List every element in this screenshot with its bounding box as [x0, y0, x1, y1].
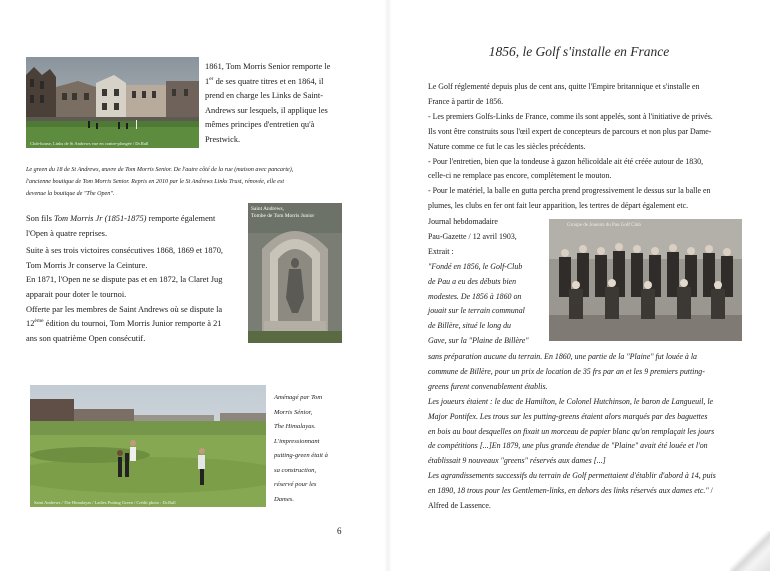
quote-line: en bois au bout desquelles on fixait un morceau de papier blanc qu'on remplaçait les jours: [428, 426, 715, 436]
himalayas-illustration: [30, 385, 266, 507]
quote-line: Major Pontifex. Les trous sur les putting-greens étaient alors marqués par des baguettes: [428, 411, 708, 421]
intro-paragraph: [428, 80, 748, 214]
caption-line: devenue la boutique de "The Open".: [26, 190, 115, 197]
caption-line: l'ancienne boutique de Tom Morris Senior. Repris en 2010 par le St Andrews Links Trust, rénovée, elle est: [26, 178, 285, 185]
caption-line: réservé pour les: [274, 481, 317, 488]
text-line: Journal hebdomadaire: [428, 217, 498, 226]
text-line: - Pour l'entretien, bien que la tondeuse à gazon hélicoïdale ait été créée autour de 1830,: [428, 156, 704, 166]
page-gutter: [384, 0, 392, 571]
quote-line: Gave, sur la "Plaine de Billère": [428, 336, 529, 346]
caption-line: Saint Andrews,: [251, 206, 284, 212]
tom-morris-junior-text: [26, 212, 242, 346]
page-title: 1856, le Golf s'installe en France: [488, 44, 670, 59]
text-line: Offerte par les membres de Saint Andrews où se dispute la: [26, 304, 223, 314]
text-line: - Pour le matériel, la balle en gutta percha prend progressivement le dessus sur la balle en: [428, 186, 711, 196]
text-line: En 1871, l'Open ne se dispute pas et en 1872, la Claret Jug: [26, 275, 223, 285]
quote-line: de compétitions [...]En 1879, une plus grande étendue de "Plaine" avait été louée et l'on: [428, 441, 708, 451]
tom-morris-senior-text: [205, 60, 345, 148]
clubhouse-photo: [26, 57, 199, 148]
text-line: l'Open à quatre reprises.: [26, 228, 108, 238]
journal-excerpt: [428, 215, 546, 349]
text-line: [205, 75, 345, 90]
text-line: apparait pour doter le tournoi.: [26, 289, 127, 299]
quote-line: de Pau a eu des débuts bien: [428, 276, 517, 286]
text-fragment: de ses quatre titres et en 1864, il: [213, 76, 324, 86]
quote-line: modestes. De 1856 à 1860 on: [428, 291, 522, 301]
text-line: Pau-Gazette / 12 avril 1903,: [428, 231, 517, 241]
quote-line: commune de Billère, pour un prix de location de 35 frs par an et les 9 premiers putting-: [428, 366, 705, 376]
text-line: Nature comme ce fut le cas les siècles précédents.: [428, 141, 586, 151]
caption-line: Dames.: [274, 495, 294, 503]
quote-line: greens furent convenablement établis.: [428, 381, 548, 391]
quote-line: "Fondé en 1856, le Golf-Club: [428, 261, 523, 271]
quote-line: Les joueurs étaient : le duc de Hamilton, le Colonel Hutchinson, le baron de Langueuil, le: [428, 396, 714, 406]
quote-line: établissait 9 nouveaux "greens" réservés aux dames [...]: [428, 456, 606, 466]
superscript: er: [209, 75, 214, 82]
golfers-group-illustration: [549, 219, 742, 341]
green-18-caption: [26, 165, 346, 200]
text-fragment: 12: [26, 319, 35, 329]
text-fragment: /: [708, 486, 713, 496]
himalayas-photo-caption: Saint Andrews / The Himalayas / Ladies Putting Green / Crédit photo : Dr.Rall: [34, 500, 176, 505]
author-signature: Alfred de Lassence.: [428, 501, 491, 511]
text-line: celle-ci ne remplace pas encore, complètement le mouton.: [428, 171, 612, 181]
text-fragment: en 1890, 18 trous pour les Gentlemen-links, en dehors des links réservés aux dames etc.": [428, 486, 709, 496]
clubhouse-photo-caption: Club-house, Links de St Andrews vue en contre-plongée / Dr.Rall: [30, 141, 149, 146]
text-line: 1861, Tom Morris Senior remporte le: [205, 62, 331, 71]
caption-line: sa construction,: [274, 466, 317, 474]
quote-line: jouait sur le terrain communal: [428, 306, 525, 316]
caption-line: Le green du 18 de St Andrews, œuvre de Tom Morris Senior. De l'autre côté de la rue (maison avec pancarte),: [26, 167, 294, 173]
caption-line: putting-green était à: [274, 452, 328, 459]
text-line: plumes, les clubs en fer ont fait leur apparition, les tertres de départ également etc.: [428, 201, 689, 211]
quote-line: de Billère, situé le long du: [428, 321, 511, 331]
quote-line: sans préparation aucune du terrain. En 1860, une partie de la "Plaine" fut louée à la: [428, 352, 697, 361]
text-line: Le Golf réglementé depuis plus de cent ans, quitte l'Empire britannique et s'installe en: [428, 82, 700, 91]
text-line: mêmes principes d'entretien qu'à: [205, 120, 315, 130]
page-curl: [730, 531, 770, 571]
tomb-illustration: [248, 203, 342, 343]
text-fragment: édition du tournoi, Tom Morris Junior remporte à 21: [43, 319, 222, 329]
tomb-photo-caption: [251, 206, 314, 219]
text-line: Andrews sur lesquels, il applique les: [205, 105, 328, 115]
text-line: [26, 212, 242, 227]
text-line: Ils vont être construits sous l'œil expert de concepteurs de parcours et non plus par Dame-: [428, 126, 712, 136]
text-line: ans son quatrième Open consécutif.: [26, 333, 146, 343]
clubhouse-illustration: [26, 57, 199, 148]
caption-line: Morris Sénior,: [274, 408, 313, 416]
himalayas-side-caption: [274, 391, 348, 507]
text-line: Suite à ses trois victoires consécutives 1868, 1869 et 1870,: [26, 246, 224, 256]
page-number: 6: [337, 526, 342, 536]
caption-line: L'impressionnant: [274, 437, 320, 445]
himalayas-photo: [30, 385, 266, 507]
text-line: Prestwick.: [205, 134, 241, 144]
quote-line: [428, 484, 750, 499]
caption-line: The Himalayas.: [274, 423, 316, 430]
text-line: Tom Morris Jr conserve la Ceinture.: [26, 260, 148, 270]
text-line: Extrait :: [428, 246, 454, 256]
pau-golf-club-photo: [549, 219, 742, 341]
text-line: [26, 317, 242, 332]
caption-line: Aménagé par Tom: [274, 394, 323, 401]
tomb-photo: [248, 203, 342, 343]
quote-line: Les agrandissements successifs du terrain de Golf permettaient d'établir d'abord à 14, puis: [428, 471, 716, 481]
text-line: - Les premiers Golfs-Links de France, comme ils sont appelés, sont à l'initiative de privés.: [428, 111, 713, 121]
text-fragment: remporte également: [146, 214, 216, 223]
journal-body: [428, 350, 750, 514]
text-line: prend en charge les Links de Saint-: [205, 91, 323, 101]
superscript: ème: [34, 318, 44, 325]
caption-line: Tombe de Tom Morris Junior: [251, 212, 315, 219]
text-fragment: Son fils: [26, 214, 54, 223]
pau-photo-caption: Groupe de Joueurs du Pau Golf Club: [567, 223, 641, 228]
text-line: France à partir de 1856.: [428, 96, 504, 106]
text-fragment: 1: [205, 76, 210, 86]
person-name: Tom Morris Jr (1851-1875): [53, 214, 147, 223]
